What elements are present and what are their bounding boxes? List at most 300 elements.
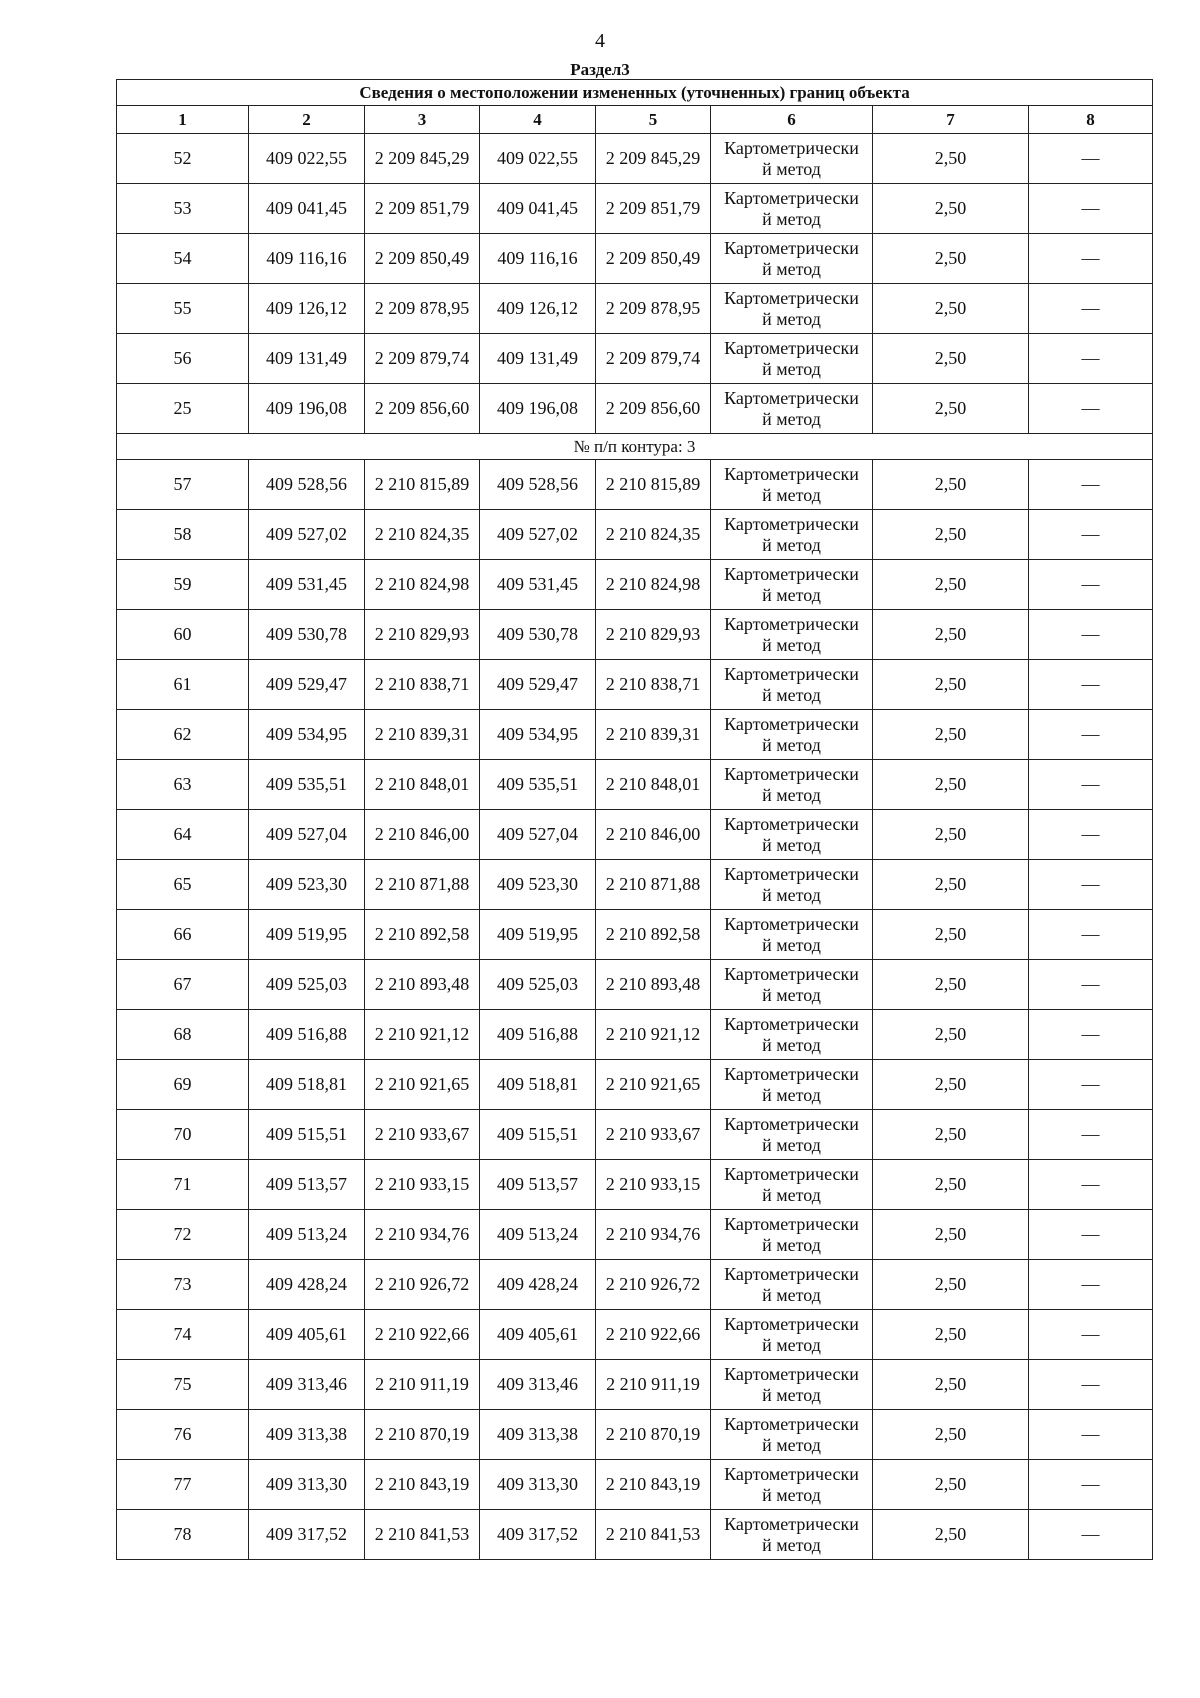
point-number-cell: 65 xyxy=(117,860,249,910)
point-number-cell: 69 xyxy=(117,1060,249,1110)
x-new-cell: 409 126,12 xyxy=(480,284,596,334)
x-old-cell: 409 518,81 xyxy=(249,1060,365,1110)
accuracy-cell: 2,50 xyxy=(873,284,1029,334)
method-line-1: Картометрически xyxy=(724,1513,859,1534)
point-number-cell: 70 xyxy=(117,1110,249,1160)
method-cell xyxy=(711,384,873,434)
table-row xyxy=(117,710,1153,760)
table-row xyxy=(117,960,1153,1010)
x-old-cell: 409 313,38 xyxy=(249,1410,365,1460)
point-number-cell: 75 xyxy=(117,1360,249,1410)
y-new-cell: 2 210 824,98 xyxy=(596,560,711,610)
table-row xyxy=(117,560,1153,610)
accuracy-cell: 2,50 xyxy=(873,960,1029,1010)
accuracy-cell: 2,50 xyxy=(873,760,1029,810)
method-cell xyxy=(711,234,873,284)
description-cell: — xyxy=(1029,910,1153,960)
point-number-cell: 25 xyxy=(117,384,249,434)
table-row xyxy=(117,1360,1153,1410)
y-old-cell: 2 210 824,35 xyxy=(365,510,480,560)
description-cell: — xyxy=(1029,760,1153,810)
method-cell xyxy=(711,1210,873,1260)
x-new-cell: 409 523,30 xyxy=(480,860,596,910)
description-cell: — xyxy=(1029,1060,1153,1110)
y-old-cell: 2 209 879,74 xyxy=(365,334,480,384)
x-new-cell: 409 519,95 xyxy=(480,910,596,960)
accuracy-cell: 2,50 xyxy=(873,234,1029,284)
table-row xyxy=(117,1260,1153,1310)
y-new-cell: 2 210 933,67 xyxy=(596,1110,711,1160)
point-number-cell: 68 xyxy=(117,1010,249,1060)
x-new-cell: 409 529,47 xyxy=(480,660,596,710)
accuracy-cell: 2,50 xyxy=(873,1460,1029,1510)
method-line-1: Картометрически xyxy=(724,713,859,734)
x-old-cell: 409 530,78 xyxy=(249,610,365,660)
x-new-cell: 409 527,02 xyxy=(480,510,596,560)
y-new-cell: 2 210 921,65 xyxy=(596,1060,711,1110)
x-new-cell: 409 428,24 xyxy=(480,1260,596,1310)
method-line-2: й метод xyxy=(762,1434,821,1455)
y-old-cell: 2 210 870,19 xyxy=(365,1410,480,1460)
description-cell: — xyxy=(1029,1260,1153,1310)
y-new-cell: 2 209 850,49 xyxy=(596,234,711,284)
method-cell xyxy=(711,1110,873,1160)
method-line-2: й метод xyxy=(762,258,821,279)
table-row xyxy=(117,1010,1153,1060)
description-cell: — xyxy=(1029,1460,1153,1510)
method-line-2: й метод xyxy=(762,934,821,955)
x-old-cell: 409 131,49 xyxy=(249,334,365,384)
accuracy-cell: 2,50 xyxy=(873,134,1029,184)
method-line-2: й метод xyxy=(762,1334,821,1355)
table-row xyxy=(117,1060,1153,1110)
x-new-cell: 409 528,56 xyxy=(480,460,596,510)
point-number-cell: 72 xyxy=(117,1210,249,1260)
method-cell xyxy=(711,1060,873,1110)
table-row xyxy=(117,460,1153,510)
y-old-cell: 2 209 851,79 xyxy=(365,184,480,234)
y-new-cell: 2 210 926,72 xyxy=(596,1260,711,1310)
point-number-cell: 57 xyxy=(117,460,249,510)
method-line-1: Картометрически xyxy=(724,563,859,584)
y-new-cell: 2 210 824,35 xyxy=(596,510,711,560)
y-old-cell: 2 210 933,15 xyxy=(365,1160,480,1210)
method-line-1: Картометрически xyxy=(724,137,859,158)
method-line-2: й метод xyxy=(762,534,821,555)
method-line-2: й метод xyxy=(762,484,821,505)
point-number-cell: 61 xyxy=(117,660,249,710)
point-number-cell: 55 xyxy=(117,284,249,334)
x-old-cell: 409 041,45 xyxy=(249,184,365,234)
x-new-cell: 409 516,88 xyxy=(480,1010,596,1060)
method-cell xyxy=(711,460,873,510)
method-cell xyxy=(711,1310,873,1360)
point-number-cell: 78 xyxy=(117,1510,249,1560)
description-cell: — xyxy=(1029,810,1153,860)
description-cell: — xyxy=(1029,1010,1153,1060)
y-old-cell: 2 210 829,93 xyxy=(365,610,480,660)
y-old-cell: 2 210 824,98 xyxy=(365,560,480,610)
x-new-cell: 409 313,46 xyxy=(480,1360,596,1410)
x-new-cell: 409 518,81 xyxy=(480,1060,596,1110)
method-line-2: й метод xyxy=(762,1234,821,1255)
x-old-cell: 409 405,61 xyxy=(249,1310,365,1360)
x-new-cell: 409 196,08 xyxy=(480,384,596,434)
x-old-cell: 409 531,45 xyxy=(249,560,365,610)
y-new-cell: 2 210 892,58 xyxy=(596,910,711,960)
x-old-cell: 409 313,46 xyxy=(249,1360,365,1410)
x-new-cell: 409 530,78 xyxy=(480,610,596,660)
point-number-cell: 76 xyxy=(117,1410,249,1460)
y-new-cell: 2 210 934,76 xyxy=(596,1210,711,1260)
x-old-cell: 409 523,30 xyxy=(249,860,365,910)
y-new-cell: 2 210 839,31 xyxy=(596,710,711,760)
method-cell xyxy=(711,1160,873,1210)
y-old-cell: 2 209 845,29 xyxy=(365,134,480,184)
x-old-cell: 409 126,12 xyxy=(249,284,365,334)
column-header-5: 5 xyxy=(596,106,711,134)
x-old-cell: 409 516,88 xyxy=(249,1010,365,1060)
table-row xyxy=(117,234,1153,284)
x-old-cell: 409 515,51 xyxy=(249,1110,365,1160)
y-new-cell: 2 210 933,15 xyxy=(596,1160,711,1210)
y-old-cell: 2 210 922,66 xyxy=(365,1310,480,1360)
table-row xyxy=(117,1110,1153,1160)
point-number-cell: 60 xyxy=(117,610,249,660)
point-number-cell: 71 xyxy=(117,1160,249,1210)
method-cell xyxy=(711,610,873,660)
point-number-cell: 67 xyxy=(117,960,249,1010)
table-title: Сведения о местоположении измененных (уточненных) границ объекта xyxy=(117,80,1153,106)
point-number-cell: 59 xyxy=(117,560,249,610)
method-line-1: Картометрически xyxy=(724,1113,859,1134)
method-cell xyxy=(711,910,873,960)
x-new-cell: 409 116,16 xyxy=(480,234,596,284)
description-cell: — xyxy=(1029,1510,1153,1560)
method-line-2: й метод xyxy=(762,684,821,705)
point-number-cell: 64 xyxy=(117,810,249,860)
method-line-2: й метод xyxy=(762,1034,821,1055)
y-new-cell: 2 210 921,12 xyxy=(596,1010,711,1060)
description-cell: — xyxy=(1029,660,1153,710)
accuracy-cell: 2,50 xyxy=(873,610,1029,660)
y-new-cell: 2 210 922,66 xyxy=(596,1310,711,1360)
description-cell: — xyxy=(1029,1310,1153,1360)
point-number-cell: 74 xyxy=(117,1310,249,1360)
table-row xyxy=(117,1310,1153,1360)
x-new-cell: 409 313,38 xyxy=(480,1410,596,1460)
method-line-1: Картометрически xyxy=(724,763,859,784)
description-cell: — xyxy=(1029,710,1153,760)
accuracy-cell: 2,50 xyxy=(873,1210,1029,1260)
y-old-cell: 2 210 921,12 xyxy=(365,1010,480,1060)
x-new-cell: 409 313,30 xyxy=(480,1460,596,1510)
x-old-cell: 409 527,04 xyxy=(249,810,365,860)
y-old-cell: 2 210 933,67 xyxy=(365,1110,480,1160)
y-old-cell: 2 210 846,00 xyxy=(365,810,480,860)
contour-row xyxy=(117,434,1153,460)
description-cell: — xyxy=(1029,610,1153,660)
accuracy-cell: 2,50 xyxy=(873,660,1029,710)
method-line-2: й метод xyxy=(762,1384,821,1405)
y-new-cell: 2 209 851,79 xyxy=(596,184,711,234)
method-line-2: й метод xyxy=(762,834,821,855)
method-cell xyxy=(711,510,873,560)
method-line-2: й метод xyxy=(762,208,821,229)
accuracy-cell: 2,50 xyxy=(873,1160,1029,1210)
method-cell xyxy=(711,1510,873,1560)
table-row xyxy=(117,284,1153,334)
y-old-cell: 2 210 934,76 xyxy=(365,1210,480,1260)
y-new-cell: 2 210 911,19 xyxy=(596,1360,711,1410)
y-new-cell: 2 210 893,48 xyxy=(596,960,711,1010)
x-new-cell: 409 041,45 xyxy=(480,184,596,234)
table-row xyxy=(117,1160,1153,1210)
description-cell: — xyxy=(1029,860,1153,910)
table-row xyxy=(117,1510,1153,1560)
x-new-cell: 409 131,49 xyxy=(480,334,596,384)
description-cell: — xyxy=(1029,510,1153,560)
x-old-cell: 409 116,16 xyxy=(249,234,365,284)
method-line-1: Картометрически xyxy=(724,463,859,484)
method-line-2: й метод xyxy=(762,1184,821,1205)
point-number-cell: 77 xyxy=(117,1460,249,1510)
y-new-cell: 2 209 879,74 xyxy=(596,334,711,384)
accuracy-cell: 2,50 xyxy=(873,384,1029,434)
x-old-cell: 409 519,95 xyxy=(249,910,365,960)
x-old-cell: 409 528,56 xyxy=(249,460,365,510)
method-cell xyxy=(711,560,873,610)
column-header-3: 3 xyxy=(365,106,480,134)
method-line-2: й метод xyxy=(762,584,821,605)
x-old-cell: 409 535,51 xyxy=(249,760,365,810)
y-new-cell: 2 210 815,89 xyxy=(596,460,711,510)
table-row xyxy=(117,1210,1153,1260)
method-line-1: Картометрически xyxy=(724,1263,859,1284)
description-cell: — xyxy=(1029,1360,1153,1410)
accuracy-cell: 2,50 xyxy=(873,710,1029,760)
method-line-2: й метод xyxy=(762,884,821,905)
y-old-cell: 2 210 893,48 xyxy=(365,960,480,1010)
method-line-1: Картометрически xyxy=(724,963,859,984)
y-new-cell: 2 209 845,29 xyxy=(596,134,711,184)
method-cell xyxy=(711,760,873,810)
boundary-coordinates-table xyxy=(116,79,1153,1560)
y-new-cell: 2 210 843,19 xyxy=(596,1460,711,1510)
y-old-cell: 2 209 850,49 xyxy=(365,234,480,284)
method-line-2: й метод xyxy=(762,158,821,179)
method-line-2: й метод xyxy=(762,1484,821,1505)
description-cell: — xyxy=(1029,1410,1153,1460)
method-line-2: й метод xyxy=(762,734,821,755)
table-row xyxy=(117,334,1153,384)
y-new-cell: 2 210 848,01 xyxy=(596,760,711,810)
x-old-cell: 409 022,55 xyxy=(249,134,365,184)
y-old-cell: 2 210 892,58 xyxy=(365,910,480,960)
x-old-cell: 409 313,30 xyxy=(249,1460,365,1510)
x-old-cell: 409 525,03 xyxy=(249,960,365,1010)
method-line-2: й метод xyxy=(762,1284,821,1305)
method-line-1: Картометрически xyxy=(724,1213,859,1234)
method-line-1: Картометрически xyxy=(724,613,859,634)
method-line-2: й метод xyxy=(762,784,821,805)
point-number-cell: 73 xyxy=(117,1260,249,1310)
method-cell xyxy=(711,960,873,1010)
point-number-cell: 54 xyxy=(117,234,249,284)
description-cell: — xyxy=(1029,284,1153,334)
method-line-1: Картометрически xyxy=(724,1063,859,1084)
method-line-2: й метод xyxy=(762,634,821,655)
description-cell: — xyxy=(1029,134,1153,184)
description-cell: — xyxy=(1029,1210,1153,1260)
contour-label: № п/п контура: 3 xyxy=(117,434,1153,460)
y-new-cell: 2 210 841,53 xyxy=(596,1510,711,1560)
x-new-cell: 409 531,45 xyxy=(480,560,596,610)
description-cell: — xyxy=(1029,560,1153,610)
y-old-cell: 2 210 848,01 xyxy=(365,760,480,810)
method-cell xyxy=(711,134,873,184)
method-line-1: Картометрически xyxy=(724,237,859,258)
method-line-2: й метод xyxy=(762,308,821,329)
method-line-1: Картометрически xyxy=(724,813,859,834)
method-line-1: Картометрически xyxy=(724,663,859,684)
x-old-cell: 409 317,52 xyxy=(249,1510,365,1560)
column-header-6: 6 xyxy=(711,106,873,134)
method-cell xyxy=(711,660,873,710)
x-new-cell: 409 534,95 xyxy=(480,710,596,760)
method-cell xyxy=(711,1260,873,1310)
x-new-cell: 409 535,51 xyxy=(480,760,596,810)
y-new-cell: 2 210 871,88 xyxy=(596,860,711,910)
point-number-cell: 52 xyxy=(117,134,249,184)
accuracy-cell: 2,50 xyxy=(873,184,1029,234)
point-number-cell: 56 xyxy=(117,334,249,384)
method-line-2: й метод xyxy=(762,1534,821,1555)
table-row xyxy=(117,910,1153,960)
accuracy-cell: 2,50 xyxy=(873,560,1029,610)
x-new-cell: 409 527,04 xyxy=(480,810,596,860)
accuracy-cell: 2,50 xyxy=(873,1510,1029,1560)
table-row xyxy=(117,760,1153,810)
method-line-2: й метод xyxy=(762,1134,821,1155)
y-new-cell: 2 210 829,93 xyxy=(596,610,711,660)
method-line-1: Картометрически xyxy=(724,287,859,308)
y-old-cell: 2 209 856,60 xyxy=(365,384,480,434)
method-line-2: й метод xyxy=(762,984,821,1005)
accuracy-cell: 2,50 xyxy=(873,1360,1029,1410)
method-cell xyxy=(711,860,873,910)
x-old-cell: 409 428,24 xyxy=(249,1260,365,1310)
y-new-cell: 2 210 870,19 xyxy=(596,1410,711,1460)
y-new-cell: 2 209 878,95 xyxy=(596,284,711,334)
x-old-cell: 409 534,95 xyxy=(249,710,365,760)
x-old-cell: 409 529,47 xyxy=(249,660,365,710)
accuracy-cell: 2,50 xyxy=(873,510,1029,560)
table-row xyxy=(117,384,1153,434)
point-number-cell: 62 xyxy=(117,710,249,760)
accuracy-cell: 2,50 xyxy=(873,1410,1029,1460)
method-cell xyxy=(711,1010,873,1060)
description-cell: — xyxy=(1029,1110,1153,1160)
method-line-1: Картометрически xyxy=(724,337,859,358)
method-line-1: Картометрически xyxy=(724,1163,859,1184)
accuracy-cell: 2,50 xyxy=(873,910,1029,960)
point-number-cell: 53 xyxy=(117,184,249,234)
accuracy-cell: 2,50 xyxy=(873,810,1029,860)
y-old-cell: 2 210 871,88 xyxy=(365,860,480,910)
y-old-cell: 2 210 926,72 xyxy=(365,1260,480,1310)
method-cell xyxy=(711,1410,873,1460)
method-cell xyxy=(711,184,873,234)
y-old-cell: 2 210 911,19 xyxy=(365,1360,480,1410)
accuracy-cell: 2,50 xyxy=(873,1060,1029,1110)
point-number-cell: 58 xyxy=(117,510,249,560)
column-header-1: 1 xyxy=(117,106,249,134)
column-header-7: 7 xyxy=(873,106,1029,134)
table-row xyxy=(117,510,1153,560)
method-cell xyxy=(711,1460,873,1510)
method-cell xyxy=(711,1360,873,1410)
y-new-cell: 2 209 856,60 xyxy=(596,384,711,434)
y-new-cell: 2 210 846,00 xyxy=(596,810,711,860)
column-header-8: 8 xyxy=(1029,106,1153,134)
point-number-cell: 63 xyxy=(117,760,249,810)
method-cell xyxy=(711,710,873,760)
method-line-1: Картометрически xyxy=(724,513,859,534)
method-line-1: Картометрически xyxy=(724,863,859,884)
x-old-cell: 409 513,24 xyxy=(249,1210,365,1260)
y-old-cell: 2 210 843,19 xyxy=(365,1460,480,1510)
description-cell: — xyxy=(1029,184,1153,234)
method-line-1: Картометрически xyxy=(724,1463,859,1484)
table-row xyxy=(117,810,1153,860)
method-cell xyxy=(711,284,873,334)
table-row xyxy=(117,1460,1153,1510)
y-old-cell: 2 209 878,95 xyxy=(365,284,480,334)
method-line-1: Картометрически xyxy=(724,187,859,208)
x-new-cell: 409 317,52 xyxy=(480,1510,596,1560)
method-line-1: Картометрически xyxy=(724,1313,859,1334)
method-line-2: й метод xyxy=(762,408,821,429)
description-cell: — xyxy=(1029,234,1153,284)
method-line-1: Картометрически xyxy=(724,1013,859,1034)
y-new-cell: 2 210 838,71 xyxy=(596,660,711,710)
table-row xyxy=(117,134,1153,184)
y-old-cell: 2 210 841,53 xyxy=(365,1510,480,1560)
accuracy-cell: 2,50 xyxy=(873,1110,1029,1160)
accuracy-cell: 2,50 xyxy=(873,460,1029,510)
x-new-cell: 409 513,24 xyxy=(480,1210,596,1260)
method-line-2: й метод xyxy=(762,358,821,379)
table-row xyxy=(117,860,1153,910)
y-old-cell: 2 210 815,89 xyxy=(365,460,480,510)
x-new-cell: 409 513,57 xyxy=(480,1160,596,1210)
x-new-cell: 409 515,51 xyxy=(480,1110,596,1160)
method-line-1: Картометрически xyxy=(724,1363,859,1384)
description-cell: — xyxy=(1029,460,1153,510)
accuracy-cell: 2,50 xyxy=(873,334,1029,384)
y-old-cell: 2 210 921,65 xyxy=(365,1060,480,1110)
table-row xyxy=(117,184,1153,234)
accuracy-cell: 2,50 xyxy=(873,1010,1029,1060)
table-row xyxy=(117,610,1153,660)
x-new-cell: 409 525,03 xyxy=(480,960,596,1010)
x-new-cell: 409 405,61 xyxy=(480,1310,596,1360)
method-line-1: Картометрически xyxy=(724,387,859,408)
x-old-cell: 409 196,08 xyxy=(249,384,365,434)
method-line-2: й метод xyxy=(762,1084,821,1105)
method-line-1: Картометрически xyxy=(724,913,859,934)
